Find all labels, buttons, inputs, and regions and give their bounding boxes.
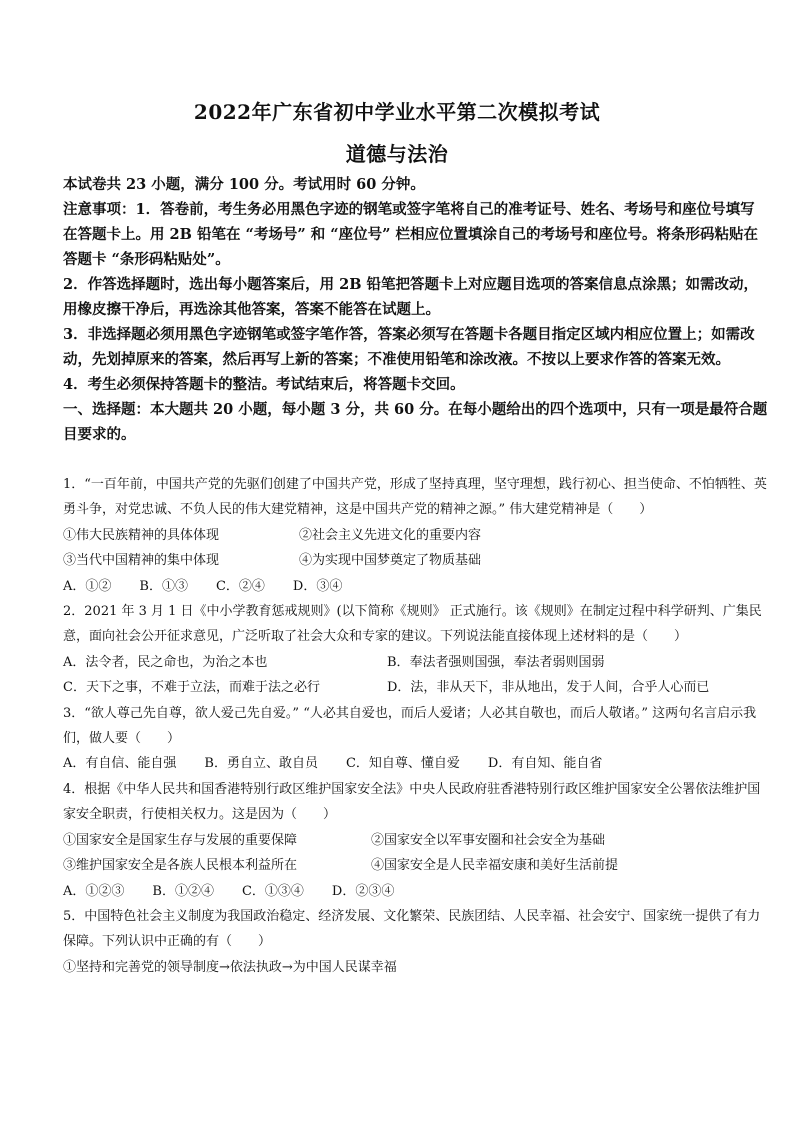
option-d: D．法，非从天下，非从地出，发于人间，合乎人心而已 [387,680,710,696]
statement: ①伟大民族精神的具体体现 [63,527,220,543]
option-d: D．有自知、能自省 [487,756,603,772]
statement: ①坚持和完善党的领导制度→依法执政→为中国人民谋幸福 [63,959,397,975]
option-c: C．①③④ [241,883,304,899]
question-stem: 2．2021 年 3 月 1 日《中小学教育惩戒规则》(以下简称《规则》 正式施行。该《规则》在制定过程中科学研判、广集民意，面向社会公开征求意见，广泛听取了社会大众和专家的建议。下列说法能直接体现上述材料的是（ ） [63,604,762,645]
option-row [63,574,768,599]
option-a: A．有自信、能自强 [63,756,177,772]
exam-title: 2022年广东省初中学业水平第二次模拟考试 [193,100,601,124]
option-b: B．奉法者强则国强，奉法者弱则国弱 [387,654,605,670]
option-row [63,650,768,675]
option-row [63,879,768,904]
questions [63,472,768,980]
option-b: B．勇自立、敢自员 [204,756,318,772]
question-stem: 5．中国特色社会主义制度为我国政治稳定、经济发展、文化繁荣、民族团结、人民幸福、社会安宁、国家统一提供了有力保障。下列认识中正确的有（ ） [63,908,761,950]
option-b: B．①②④ [152,883,214,899]
option-a: A．①② [63,578,112,594]
statement-row [63,523,768,548]
statement: ③维护国家安全是各族人民根本利益所在 [63,858,298,874]
statement: ③当代中国精神的集中体现 [63,553,220,569]
instruction-line: 3．非选择题必须用黑色字迹钢笔或签字笔作答，答案必须写在答题卡各题目指定区域内相应位置上；如需改动，先划掉原来的答案，然后再写上新的答案；不准使用铅笔和涂改液。不按以上要求作答的答案无效。 [63,326,755,368]
option-a: A．法令者，民之命也，为治之本也 [63,654,268,670]
instruction-line: 注意事项：1．答卷前，考生务必用黑色字迹的钢笔或签字笔将自己的准考证号、姓名、考场号和座位号填写在答题卡上。用 2B 铅笔在 “考场号” 和 “座位号” 栏相应位置填涂自己的考场号和座位号。将条形码粘贴在答题卡 “条形码粘贴处”。 [63,201,758,268]
section-heading: 一、选择题：本大题共 20 小题，每小题 3 分，共 60 分。在每小题给出的四个选项中，只有一项是最符合题目要求的。 [63,401,768,443]
subject-title: 道德与法治 [345,142,449,166]
option-row [63,751,768,776]
statement: ②社会主义先进文化的重要内容 [299,527,482,543]
question-stem: 4．根据《中华人民共和国香港特别行政区维护国家安全法》中央人民政府驻香港特别行政区维护国家安全公署依法维护国家安全职责，行使相关权力。这是因为（ ） [63,781,761,823]
statement-row [63,828,768,853]
option-c: C．②④ [215,578,265,594]
instruction-line: 2．作答选择题时，选出每小题答案后，用 2B 铅笔把答题卡上对应题目选项的答案信息点涂黑；如需改动，用橡皮擦干净后，再选涂其他答案，答案不能答在试题上。 [63,276,759,318]
statement-row [63,548,768,573]
option-d: D．③④ [292,578,343,594]
instructions [63,172,768,447]
question-stem: 3．“欲人尊己先自尊，欲人爱己先自爱。” “人必其自爱也，而后人爱诸；人必其自敬也，而后人敬诸。” 这两句名言启示我们，做人要（ ） [63,705,757,747]
statement: ④为实现中国梦奠定了物质基础 [299,553,482,569]
option-row [63,675,768,700]
statement: ④国家安全是人民幸福安康和美好生活前提 [371,858,619,874]
instruction-line: 4．考生必须保持答题卡的整洁。考试结束后，将答题卡交回。 [63,376,465,393]
statement-row [63,853,768,878]
option-c: C．天下之事，不难于立法，而难于法之必行 [63,680,320,696]
option-d: D．②③④ [331,883,395,899]
option-a: A．①②③ [63,883,125,899]
statement: ①国家安全是国家生存与发展的重要保障 [63,832,298,848]
option-b: B．①③ [139,578,188,594]
instruction-line: 本试卷共 23 小题，满分 100 分。考试用时 60 分钟。 [63,176,425,193]
question-stem: 1．“一百年前，中国共产党的先驱们创建了中国共产党，形成了坚持真理，坚守理想，践行初心、担当使命、不怕牺牲、英勇斗争，对党忠诚、不负人民的伟大建党精神，这是中国共产党的精神之源。” 伟大建党精神是（ ） [63,477,767,518]
option-c: C．知自尊、懂自爱 [345,756,460,772]
statement: ②国家安全以军事安圈和社会安全为基础 [371,832,606,848]
